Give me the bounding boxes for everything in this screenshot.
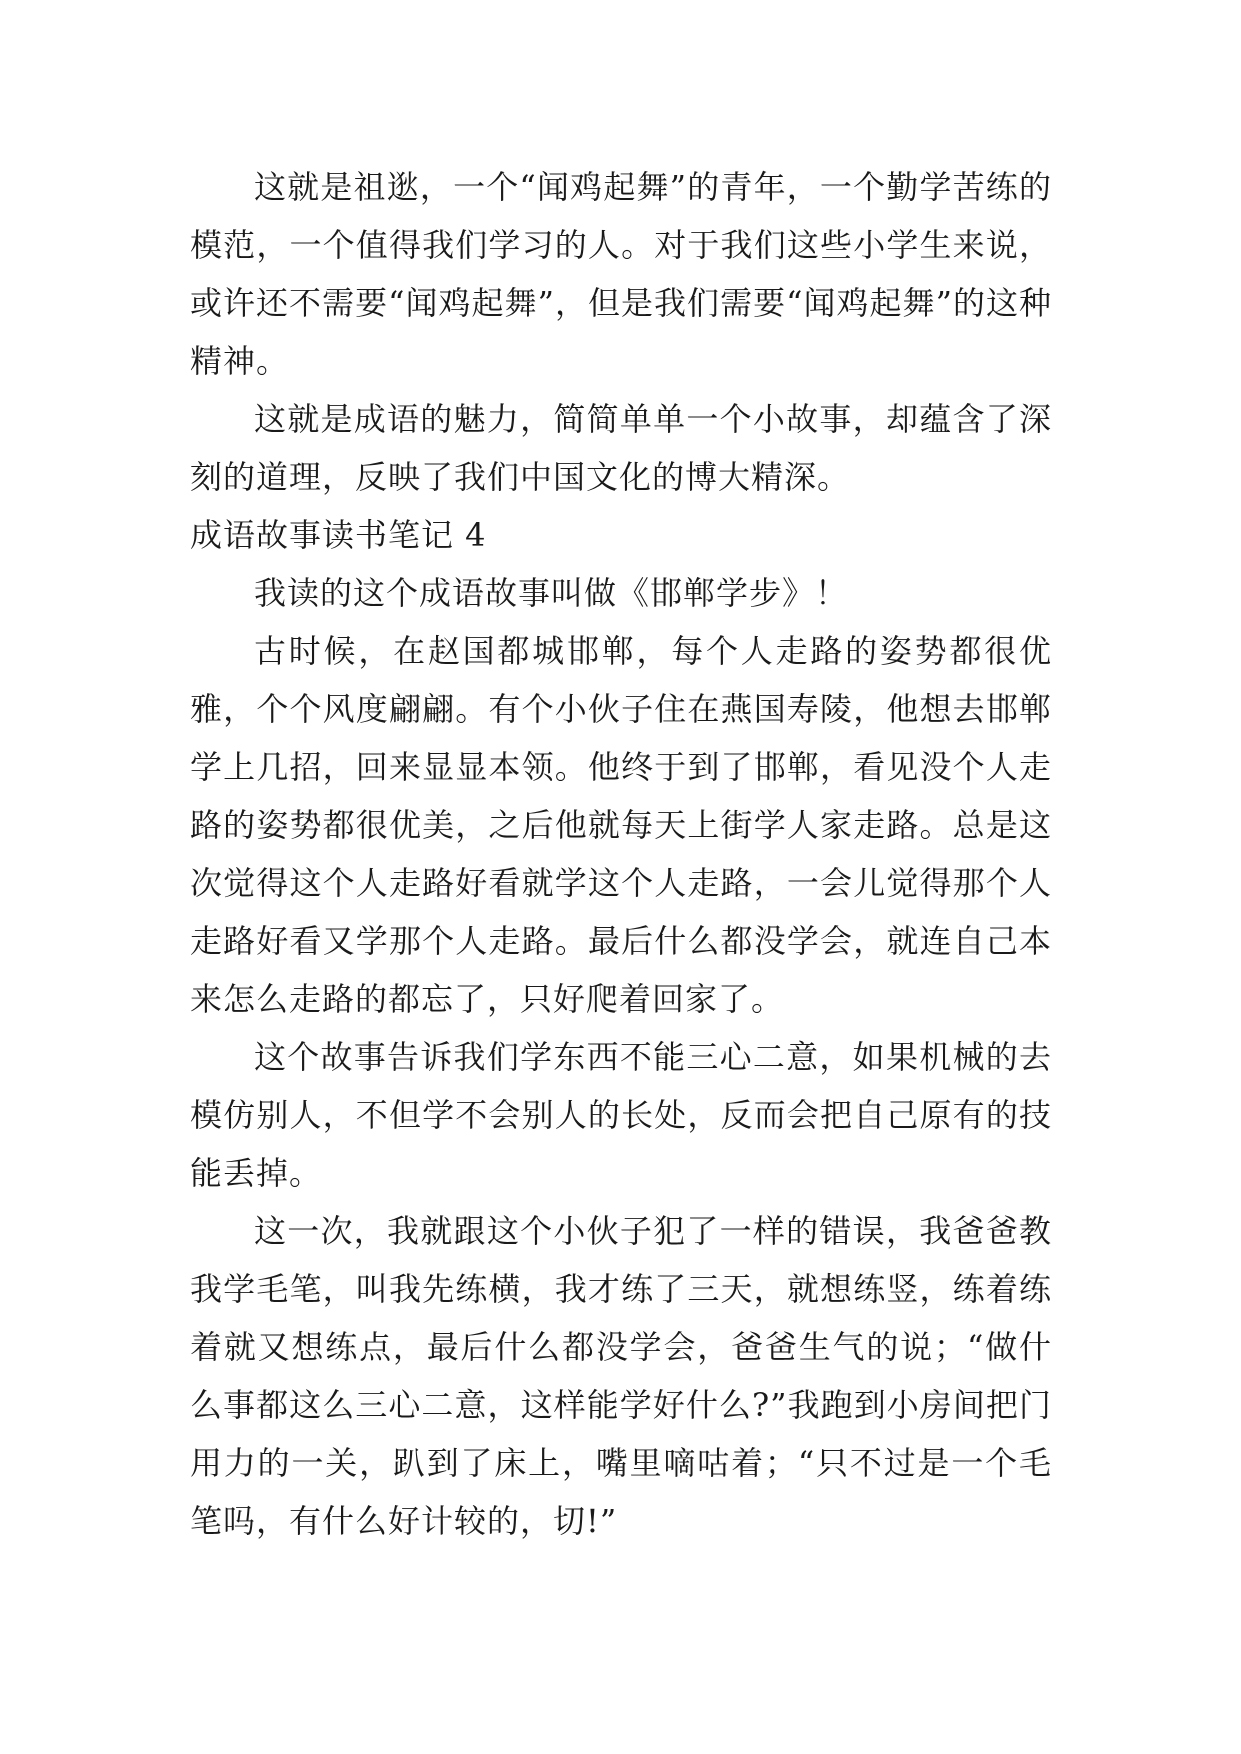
paragraph: 这就是祖逖，一个“闻鸡起舞”的青年，一个勤学苦练的模范，一个值得我们学习的人。对于我们这些小学生来说，或许还不需要“闻鸡起舞”，但是我们需要“闻鸡起舞”的这种精神。 [190,168,1052,380]
paragraph: 这一次，我就跟这个小伙子犯了一样的错误，我爸爸教我学毛笔，叫我先练横，我才练了三天，就想练竖，练着练着就又想练点，最后什么都没学会，爸爸生气的说；“做什么事都这么三心二意，这样能学好什么?”我跑到小房间把门用力的一关，趴到了床上，嘴里嘀咕着；“只不过是一个毛笔吗，有什么好计较的，切!” [190,1212,1052,1540]
paragraph: 这就是成语的魅力，简简单单一个小故事，却蕴含了深刻的道理，反映了我们中国文化的博大精深。 [190,400,1052,496]
paragraph: 古时候，在赵国都城邯郸，每个人走路的姿势都很优雅，个个风度翩翩。有个小伙子住在燕国寿陵，他想去邯郸学上几招，回来显显本领。他终于到了邯郸，看见没个人走路的姿势都很优美，之后他就每天上街学人家走路。总是这次觉得这个人走路好看就学这个人走路，一会儿觉得那个人走路好看又学那个人走路。最后什么都没学会，就连自己本来怎么走路的都忘了，只好爬着回家了。 [190,632,1052,1018]
paragraph: 我读的这个成语故事叫做《邯郸学步》！ [254,574,849,612]
paragraph: 这个故事告诉我们学东西不能三心二意，如果机械的去模仿别人，不但学不会别人的长处，反而会把自己原有的技能丢掉。 [190,1038,1052,1192]
section-heading: 成语故事读书笔记 4 [190,516,487,554]
document-body [190,158,1052,1550]
